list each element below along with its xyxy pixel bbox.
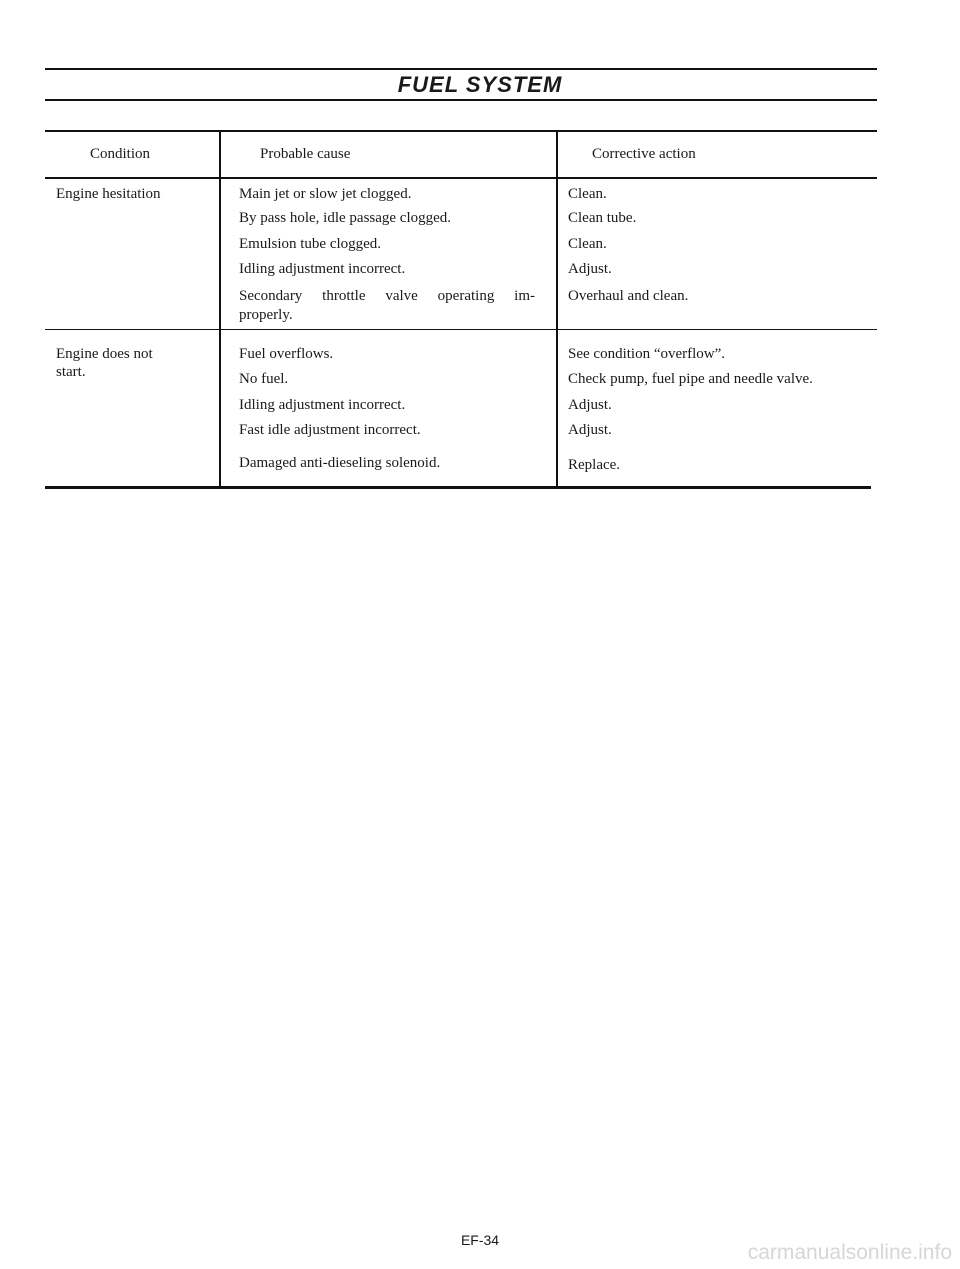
cause-cell: Main jet or slow jet clogged. — [239, 186, 412, 202]
column-divider-2 — [556, 130, 558, 488]
action-cell: Clean. — [568, 186, 607, 202]
cause-cell: Emulsion tube clogged. — [239, 236, 382, 252]
cause-cell: Idling adjustment incorrect. — [239, 261, 406, 277]
cause-cell: Fuel overflows. — [239, 346, 334, 362]
action-cell: See condition “overflow”. — [568, 346, 726, 362]
condition-cell: Engine does not — [56, 346, 153, 362]
watermark[interactable]: carmanualsonline.info — [747, 1241, 952, 1264]
table-header-rule — [45, 177, 877, 179]
table-group-divider — [45, 329, 877, 330]
table-bottom-rule — [45, 486, 871, 489]
header-condition: Condition — [90, 146, 151, 162]
cause-cell: Damaged anti-dieseling solenoid. — [239, 455, 441, 471]
condition-cell: Engine hesitation — [56, 186, 161, 202]
action-cell: Adjust. — [568, 422, 612, 438]
column-divider-1 — [219, 130, 221, 488]
header-bottom-rule — [45, 99, 877, 101]
header-probable-cause: Probable cause — [260, 146, 351, 162]
condition-cell-continuation: start. — [56, 364, 86, 380]
action-cell: Replace. — [568, 457, 621, 473]
cause-cell: By pass hole, idle passage clogged. — [239, 210, 452, 226]
header-top-rule — [45, 68, 877, 70]
action-cell: Check pump, fuel pipe and needle valve. — [568, 371, 813, 387]
cause-cell: No fuel. — [239, 371, 289, 387]
action-cell: Adjust. — [568, 397, 612, 413]
cause-cell: Secondary throttle valve operating im- — [239, 288, 535, 304]
cause-cell: Fast idle adjustment incorrect. — [239, 422, 421, 438]
page-title: FUEL SYSTEM — [397, 72, 563, 97]
cause-cell-continuation: properly. — [239, 307, 293, 323]
page-number: EF-34 — [460, 1232, 500, 1248]
action-cell: Clean. — [568, 236, 607, 252]
table-top-rule — [45, 130, 877, 132]
action-cell: Clean tube. — [568, 210, 637, 226]
cause-cell: Idling adjustment incorrect. — [239, 397, 406, 413]
action-cell: Overhaul and clean. — [568, 288, 689, 304]
header-corrective-action: Corrective action — [592, 146, 696, 162]
action-cell: Adjust. — [568, 261, 612, 277]
